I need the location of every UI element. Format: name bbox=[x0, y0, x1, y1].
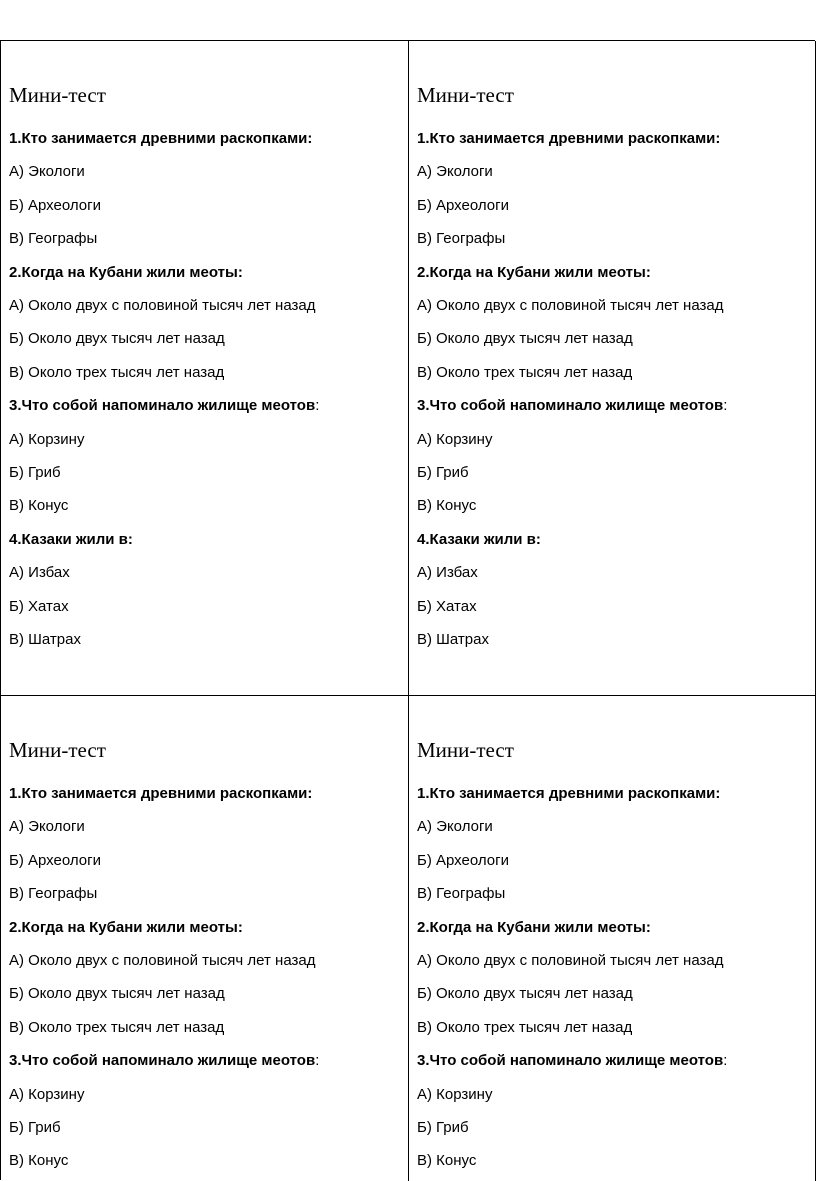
answer-option: В) Около трех тысяч лет назад bbox=[9, 1018, 225, 1036]
answer-option: В) Шатрах bbox=[9, 631, 81, 648]
question-text bbox=[417, 785, 720, 803]
question-text bbox=[417, 130, 720, 148]
question-text bbox=[417, 919, 651, 937]
question-text bbox=[9, 785, 312, 803]
answer-option: В) Географы bbox=[417, 230, 506, 248]
quiz-card-top-left bbox=[1, 41, 409, 696]
answer-option: А) Экологи bbox=[417, 818, 493, 836]
question-label: 2.Когда на Кубани жили меоты: bbox=[417, 918, 651, 936]
answer-option: Б) Археологи bbox=[9, 196, 101, 214]
answer-option: Б) Гриб bbox=[9, 464, 61, 481]
question-label: 4.Казаки жили в: bbox=[9, 530, 133, 548]
question-punctuation: : bbox=[723, 397, 728, 415]
question-text bbox=[9, 130, 312, 148]
answer-option: В) Конус bbox=[9, 497, 69, 515]
answer-option: Б) Около двух тысяч лет назад bbox=[9, 985, 225, 1003]
answer-option: А) Около двух с половиной тысяч лет назад bbox=[417, 297, 724, 314]
answer-option: В) Конус bbox=[417, 1152, 477, 1170]
quiz-card-bottom-right bbox=[409, 696, 816, 1181]
question-label: 3.Что собой напоминало жилище меотов bbox=[9, 1052, 316, 1070]
answer-option: А) Около двух с половиной тысяч лет назад bbox=[9, 952, 316, 969]
answer-option: Б) Гриб bbox=[417, 1119, 469, 1136]
question-label: 2.Когда на Кубани жили меоты: bbox=[9, 918, 243, 936]
answer-option: Б) Хатах bbox=[417, 597, 477, 615]
answer-option: В) Географы bbox=[417, 885, 506, 903]
question-label: 4.Казаки жили в: bbox=[417, 530, 541, 548]
question-label: 1.Кто занимается древними раскопками: bbox=[417, 130, 721, 147]
answer-option: А) Корзину bbox=[9, 1085, 85, 1103]
question-label: 2.Когда на Кубани жили меоты: bbox=[9, 263, 243, 281]
answer-option: В) Конус bbox=[417, 497, 477, 515]
answer-option: А) Корзину bbox=[417, 1085, 493, 1103]
answer-option: В) Географы bbox=[9, 230, 98, 248]
answer-option: Б) Археологи bbox=[417, 196, 509, 214]
answer-option: Б) Археологи bbox=[417, 851, 509, 869]
card-title: Мини-тест bbox=[417, 738, 514, 762]
question-label: 1.Кто занимается древними раскопками: bbox=[9, 785, 313, 802]
answer-option: В) Около трех тысяч лет назад bbox=[417, 363, 633, 381]
quiz-table bbox=[0, 40, 815, 1180]
answer-option: А) Избах bbox=[417, 564, 478, 582]
quiz-card-top-right bbox=[409, 41, 816, 696]
card-title: Мини-тест bbox=[9, 83, 106, 107]
answer-option: В) Конус bbox=[9, 1152, 69, 1170]
card-title: Мини-тест bbox=[9, 738, 106, 762]
question-label: 1.Кто занимается древними раскопками: bbox=[417, 785, 721, 802]
answer-option: В) Географы bbox=[9, 885, 98, 903]
answer-option: А) Около двух с половиной тысяч лет назад bbox=[9, 297, 316, 314]
question-text bbox=[9, 397, 319, 415]
answer-option: Б) Около двух тысяч лет назад bbox=[417, 985, 633, 1003]
question-label: 2.Когда на Кубани жили меоты: bbox=[417, 263, 651, 281]
question-punctuation: : bbox=[723, 1052, 728, 1070]
answer-option: А) Избах bbox=[9, 564, 70, 582]
question-label: 3.Что собой напоминало жилище меотов bbox=[9, 397, 316, 415]
answer-option: Б) Хатах bbox=[9, 597, 69, 615]
question-punctuation: : bbox=[315, 397, 320, 415]
answer-option: А) Экологи bbox=[9, 818, 85, 836]
answer-option: Б) Гриб bbox=[417, 464, 469, 481]
answer-option: А) Экологи bbox=[417, 163, 493, 181]
question-text bbox=[9, 919, 243, 937]
answer-option: В) Шатрах bbox=[417, 631, 489, 648]
question-punctuation: : bbox=[315, 1052, 320, 1070]
question-text bbox=[417, 264, 651, 282]
question-text bbox=[417, 531, 541, 549]
answer-option: А) Около двух с половиной тысяч лет назад bbox=[417, 952, 724, 969]
answer-option: В) Около трех тысяч лет назад bbox=[9, 363, 225, 381]
question-text bbox=[417, 1052, 727, 1070]
answer-option: А) Корзину bbox=[417, 430, 493, 448]
answer-option: Б) Около двух тысяч лет назад bbox=[9, 330, 225, 348]
answer-option: В) Около трех тысяч лет назад bbox=[417, 1018, 633, 1036]
answer-option: Б) Около двух тысяч лет назад bbox=[417, 330, 633, 348]
question-text bbox=[9, 264, 243, 282]
answer-option: Б) Гриб bbox=[9, 1119, 61, 1136]
answer-option: Б) Археологи bbox=[9, 851, 101, 869]
question-label: 3.Что собой напоминало жилище меотов bbox=[417, 397, 724, 415]
question-label: 3.Что собой напоминало жилище меотов bbox=[417, 1052, 724, 1070]
answer-option: А) Корзину bbox=[9, 430, 85, 448]
question-text bbox=[9, 531, 133, 549]
quiz-card-bottom-left bbox=[1, 696, 409, 1181]
question-label: 1.Кто занимается древними раскопками: bbox=[9, 130, 313, 147]
answer-option: А) Экологи bbox=[9, 163, 85, 181]
question-text bbox=[417, 397, 727, 415]
card-title: Мини-тест bbox=[417, 83, 514, 107]
question-text bbox=[9, 1052, 319, 1070]
